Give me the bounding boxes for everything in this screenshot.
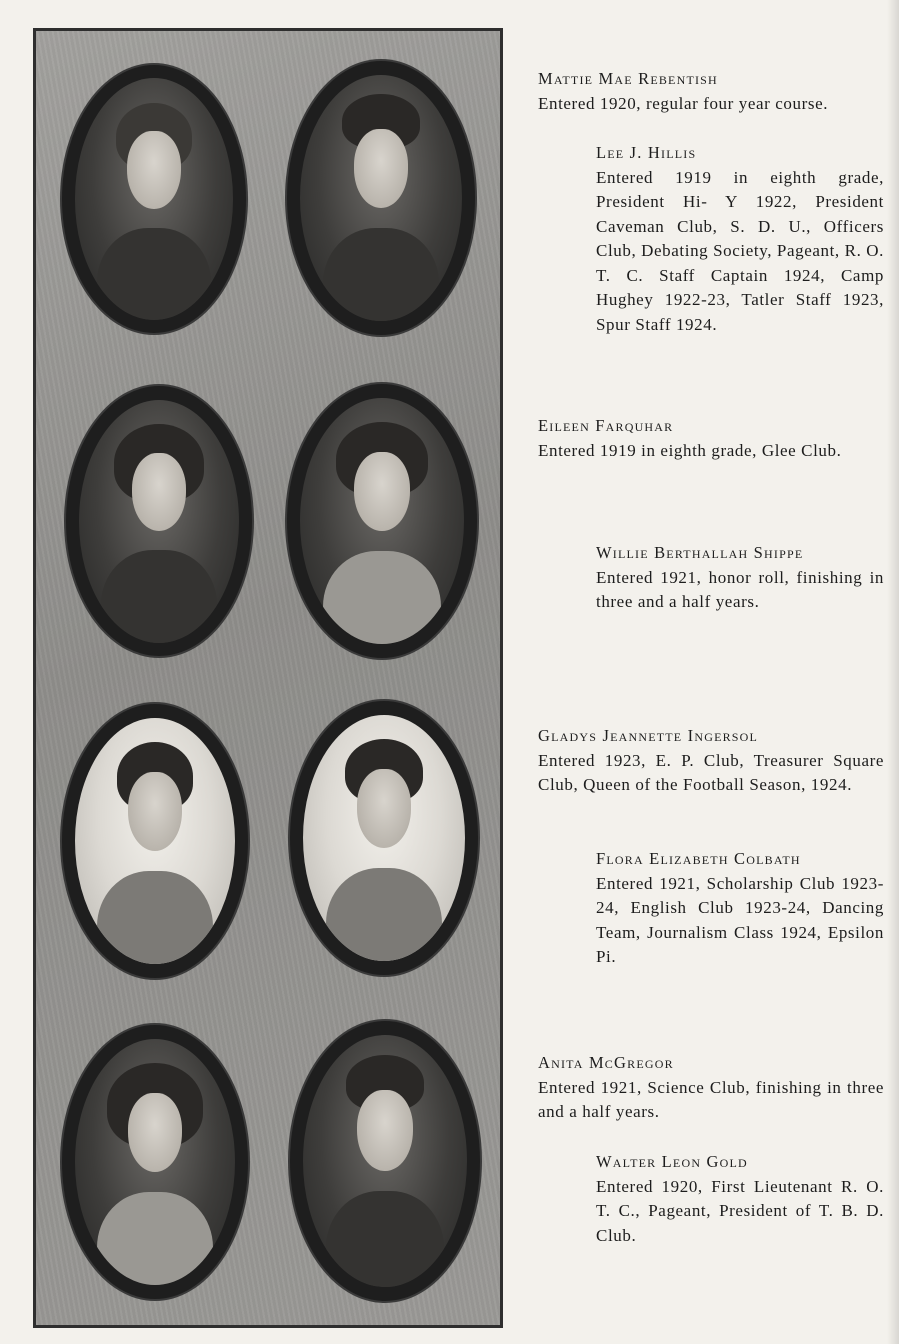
student-description: Entered 1923, E. P. Club, Treasurer Square Club, Queen of the Football Season, 1924. [538, 750, 884, 794]
page-edge [887, 0, 899, 1344]
student-name: Eileen Farquhar [538, 416, 674, 435]
student-description: Entered 1919 in eighth grade, President Hi- Y 1922, President Caveman Club, S. D. U., Officers Club, Debating Society, Pageant, R. O. T. C. Staff Captain 1924, Camp Hughey 1922-23, Tatler Staff 1923, Spur Staff 1924. [596, 167, 884, 334]
portrait-willie-berthallah-shippe [287, 384, 477, 658]
student-entry [596, 541, 884, 615]
portrait-panel [33, 28, 503, 1328]
student-entry [538, 724, 884, 798]
student-name: Mattie Mae Rebentish [538, 69, 718, 88]
student-entry [596, 847, 884, 970]
portrait-lee-j-hillis [287, 61, 475, 335]
student-name: Lee J. Hillis [596, 143, 697, 162]
student-description: Entered 1921, Scholarship Club 1923-24, English Club 1923-24, Dancing Team, Journalism Class 1924, Epsilon Pi. [596, 873, 884, 966]
portrait-mattie-mae-rebentish [62, 65, 246, 333]
student-entry [538, 1051, 884, 1125]
student-description: Entered 1920, First Lieutenant R. O. T. C., Pageant, President of T. B. D. Club. [596, 1176, 884, 1245]
student-description: Entered 1919 in eighth grade, Glee Club. [538, 440, 842, 460]
student-name: Anita McGregor [538, 1053, 674, 1072]
portrait-flora-elizabeth-colbath [290, 701, 478, 975]
student-name: Gladys Jeannette Ingersol [538, 726, 759, 745]
student-description: Entered 1921, Science Club, finishing in three and a half years. [538, 1077, 884, 1121]
student-entry [596, 141, 884, 337]
student-name: Flora Elizabeth Colbath [596, 849, 801, 868]
portrait-walter-leon-gold [290, 1021, 480, 1301]
student-entry [538, 414, 884, 463]
student-description: Entered 1921, honor roll, finishing in three and a half years. [596, 567, 884, 611]
student-entry [538, 67, 884, 116]
portrait-anita-mcgregor [62, 1025, 248, 1299]
student-entry [596, 1150, 884, 1248]
student-description: Entered 1920, regular four year course. [538, 93, 829, 113]
portrait-eileen-farquhar [66, 386, 252, 656]
student-name: Willie Berthallah Shippe [596, 543, 804, 562]
portrait-gladys-jeannette-ingersol [62, 704, 248, 978]
student-name: Walter Leon Gold [596, 1152, 748, 1171]
